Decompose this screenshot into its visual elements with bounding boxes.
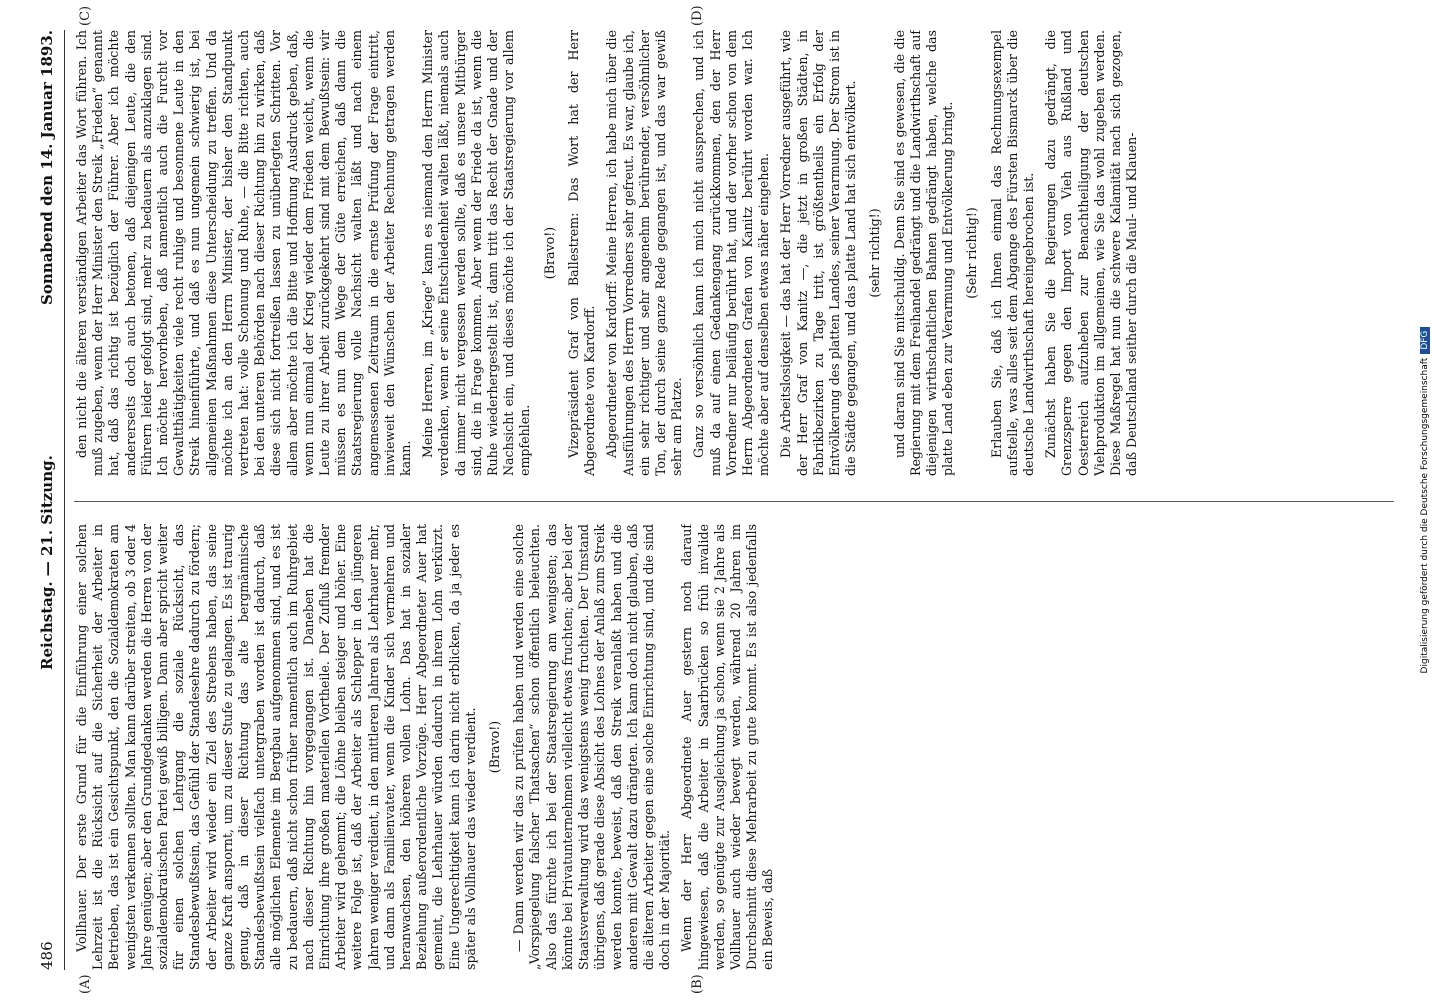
margin-label-d: (D) xyxy=(690,5,705,26)
interjection: (Bravo!) xyxy=(541,226,557,280)
paragraph: Erlauben Sie, daß ich Ihnen einmal das Rechnungsexempel aufstelle, was alles seit dem Abgange des Fürsten Bismarck über die deutsche Landwirthschaft hereingebrochen ist. xyxy=(988,30,1036,476)
margin-label-b: (B) xyxy=(690,974,705,994)
dfg-logo-badge: DFG xyxy=(1420,327,1430,354)
paragraph: den nicht die älteren verständigen Arbeiter das Wort führen. Ich muß zugeben, wenn der Herr Minister den Streik „Frieden“ genannt hat, daß das richtig ist bezüglich der Führer. Aber ich möchte andererseits doch auch betonen, daß diejenigen Leute, die den Führern leider gefolgt sind, mehr zu bedauern als anzuklagen sind. Ich möchte hervorheben, daß namentlich auch die Furcht vor Gewaltthätigkeiten viele recht ruhige und besonnene Leute in den Streik hineinführte, und daß es nun ungemein schwierig ist, bei allgemeinen Maßnahmen diese Unterscheidung zu treffen. Und da möchte ich an den Herrn Minister, der bisher den Standpunkt vertreten hat: volle Schonung und Ruhe, — die Bitte richten, auch bei den unteren Behörden nach dieser Richtung hin zu wirken, daß diese sich nicht fortreißen lassen zu unüberlegten Schritten. Vor allem aber möchte ich die Bitte und Hoffnung Ausdruck geben, daß, wenn nun einmal der Krieg wieder dem Frieden weicht, wenn die Leute zu ihrer Arbeit zurückgekehrt sind mit dem Bewußtsein: wir müssen es nun dem Wege der Güte erreichen, daß dann die Staatsregierung volle Nachsicht walten läßt und nach einem angemessenen Zeitraum in die ernste Prüfung der Frage eintritt, inwieweit den Wünschen der Arbeiter Rechnung getragen werden kann. xyxy=(74,30,414,476)
session-title: Reichstag. — 21. Sitzung. xyxy=(38,455,56,670)
interjection: (sehr richtig!) xyxy=(867,208,883,298)
page-number: 486 xyxy=(38,941,56,970)
paragraph: und daran sind Sie mitschuldig. Denn Sie sind es gewesen, die die Regierung mit dem Freihandel gedrängt und die Landwirthschaft auf diejenigen wirthschaftlichen Bahnen gedrängt haben, welche das platte Land eben zur Verarmung und Entvölkerung bringt. xyxy=(891,30,956,476)
page-header xyxy=(30,30,65,970)
paragraph: Die Arbeitslosigkeit — das hat der Herr Vorredner ausgeführt, wie der Herr Graf von Kanitz —, die jetzt in großen Städten, in Fabrikbezirken zu Tage tritt, ist größtentheils ein Erfolg der Entvölkerung des platten Landes, seiner Verarmung. Der Strom ist in die Städte gegangen, und das platte Land hat sich entvölkert. xyxy=(778,30,859,476)
paragraph: Wenn der Herr Abgeordnete Auer gestern noch darauf hingewiesen, daß die Arbeiter in Saarbrücken so früh invalide werden, so genügte zur Ausgleichung ja schon, wenn sie 2 Jahre als Vollhauer auch wieder bewegt werden, während 20 Jahren im Durchschnitt diese Mehrarbeit zu gute kommt. Es ist also jedenfalls ein Beweis, daß xyxy=(679,524,776,970)
interjection: (Sehr richtig!) xyxy=(964,207,980,299)
interjection: (Bravo!) xyxy=(487,720,503,774)
footer-text: Digitalisierung gefördert durch die Deutsche Forschungsgemeinschaft xyxy=(1420,357,1430,674)
column-divider xyxy=(74,501,1394,502)
paragraph: Zunächst haben Sie die Regierungen dazu gedrängt, die Grenzsperre gegen den Import von Vieh aus Rußland und Oesterreich aufzuheben zur Benachtheiligung der deutschen Viehproduktion im allgemeinen, wie Sie das wohl zugeben werden. Diese Maßregel hat nun die schwere Kalamität nach sich gezogen, daß Deutschland seither durch die Maul- und Klauen- xyxy=(1043,30,1140,476)
margin-label-c: (C) xyxy=(78,5,93,26)
paragraph: Vollhauer. Der erste Grund für die Einführung einer solchen Lehrzeit ist die Rücksicht auf die Sicherheit der Arbeiter in Betrieben, das ist ein Gesichtspunkt, den die Sozialdemokraten am wenigsten verkennen sollten. Man kann darüber streiten, ob 3 oder 4 Jahre genügen; aber den Grundgedanken werden die Herren von der sozialdemokratischen Partei gewiß billigen. Dann aber spricht weiter für einen solchen Lehrgang die soziale Rücksicht, das Standesbewußtsein, das Gefühl der Standesehre dadurch zu fördern; der Arbeiter wird wieder ein Ziel des Strebens haben, das seine ganze Kraft anspornt, um zu dieser Stufe zu gelangen. Es ist traurig genug, daß in dieser Richtung das alte bergmännische Standesbewußtsein vielfach untergraben worden ist dadurch, daß alle möglichen Elemente im Bergbau aufgenommen sind, und es ist zu bedauern, daß nicht schon früher namentlich auch im Ruhrgebiet nach dieser Richtung hin vorgegangen ist. Daneben hat die Einrichtung ihre großen materiellen Vortheile. Der Zufluß fremder Arbeiter wird gehemmt; die Löhne bleiben steiger und höher. Eine weitere Folge ist, daß der Arbeiter als Schlepper in den jüngeren Jahren weniger verdient, in den mittleren Jahren als Lehrhauer mehr, und dann als Familienvater, wenn die Kinder sich vermehren und heranwachsen, den höheren vollen Lohn. Das hat in sozialer Beziehung außerordentliche Vorzüge. Herr Abgeordneter Auer hat gemeint, die Lehrhauer würden dadurch in ihrem Lohn verkürzt. Eine Ungerechtigkeit kann ich darin nicht erblicken, da ja jeder es später als Vollhauer das wieder verdient. xyxy=(74,524,478,970)
speaker-paragraph: Vizepräsident Graf von Ballestrem: Das Wort hat der Herr Abgeordnete von Kardorff. xyxy=(565,30,598,476)
session-date: Sonnabend den 14. Januar 1893. xyxy=(38,30,56,305)
margin-label-a: (A) xyxy=(78,974,93,994)
paragraph: — Dann werden wir das zu prüfen haben und werden eine solche „Vorspiegelung falscher Thatsachen“ schon öffentlich beleuchten. Also das fürchte ich bei der Staatsregierung am wenigsten; das könnte bei Privatunternehmen vielleicht etwas fruchten; aber bei der Staatsverwaltung wird das wenigstens wenig fruchten. Der Umstand übrigens, daß gerade diese Absicht des Lohnes der Anlaß zum Streik werden konnte, beweist, daß den Streik veranlaßt haben und die anderen mit Gewalt dazu drängten. Ich kann doch nicht glauben, daß die älteren Arbeiter gegen eine solche Einrichtung sind, und die sind doch in der Majorität. xyxy=(511,524,673,970)
right-column xyxy=(74,30,1394,476)
paragraph: Meine Herren, im „Kriege“ kann es niemand den Herrn Minister verdenken, wenn er seine Entschiedenheit walten läßt, niemals auch da immer nicht vergessen werden sollte, daß es unsere Mitbürger sind, die in Frage kommen. Aber wenn der Friede da ist, wenn die Ruhe wiederhergestellt ist, dann tritt das Recht der Gnade und der Nachsicht ein, und dieses möchte ich der Staatsregierung vor allem empfehlen. xyxy=(420,30,533,476)
left-column xyxy=(74,524,1394,970)
speaker-paragraph: Abgeordneter von Kardorff: Meine Herren, ich habe mich über die Ausführungen des Herrn Vorredners sehr gefreut. Es war, glaube ich, ein sehr richtiger und sehr angenehm berührender, versöhnlicher Ton, der durch seine ganze Rede gegangen ist, und das war gewiß sehr am Platze. xyxy=(604,30,685,476)
paragraph: Ganz so versöhnlich kann ich mich nicht aussprechen, und ich muß da auf einen Gedankengang zurückkommen, den der Herr Vorredner nur beiläufig berührt hat, und der vorher schon von dem Herrn Abgeordneten Grafen von Kanitz berührt worden war. Ich möchte aber auf denselben etwas näher eingehen. xyxy=(691,30,772,476)
digitization-footer xyxy=(1420,0,1430,1000)
